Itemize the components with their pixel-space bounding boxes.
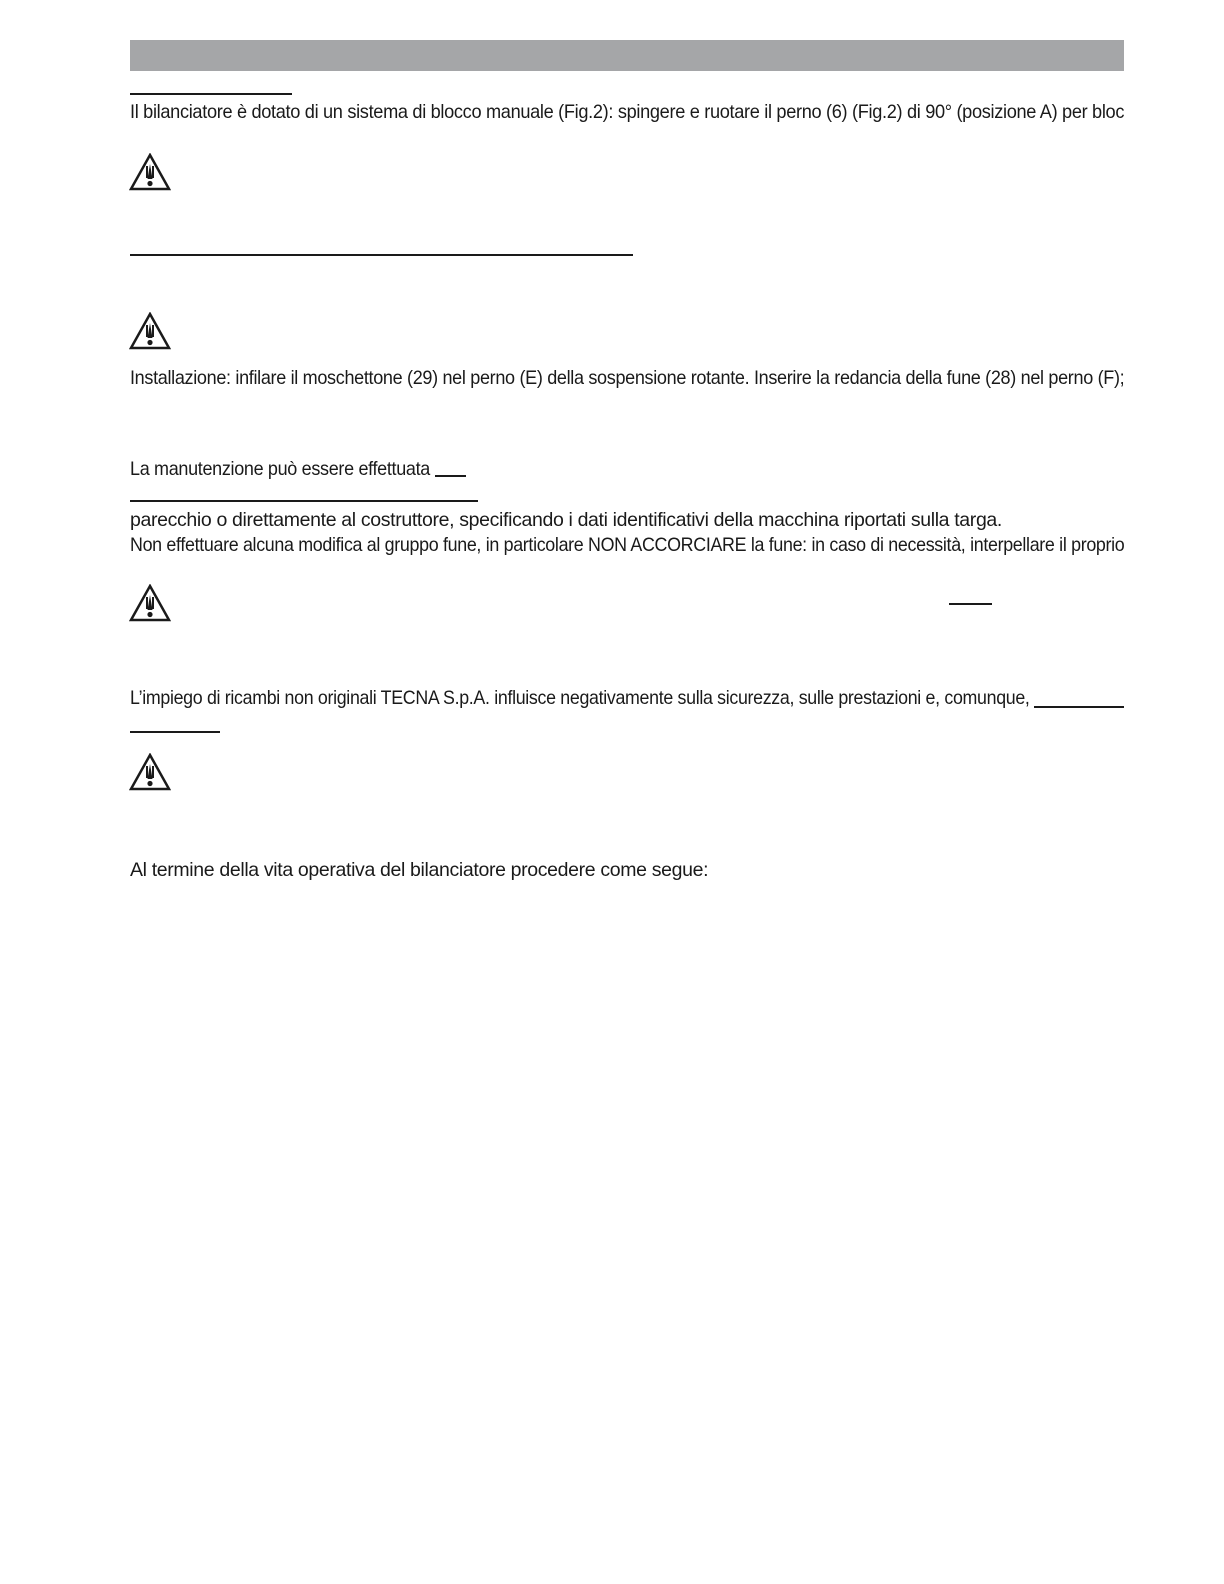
paragraph-end-of-life: Al termine della vita operativa del bilanciatore procedere come segue: xyxy=(130,859,709,881)
paragraph-contact-manufacturer: parecchio o direttamente al costruttore, specificando i dati identificativi della macchina riportati sulla targa. xyxy=(130,509,1002,531)
heading-underline xyxy=(130,93,292,95)
warning-icon xyxy=(129,753,171,791)
paragraph-maintenance: La manutenzione può essere effettuata xyxy=(130,458,430,480)
heading-underline xyxy=(949,603,992,605)
paragraph-manual-lock: Il bilanciatore è dotato di un sistema di blocco manuale (Fig.2): spingere e ruotare il perno (6) (Fig.2) di 90° (posizione A) per bloc xyxy=(130,101,1125,123)
heading-underline xyxy=(1034,706,1124,708)
paragraph-spare-parts: L’impiego di ricambi non originali TECNA S.p.A. influisce negativamente sulla sicurezza, sulle prestazioni e, comunque, xyxy=(130,687,1030,709)
heading-underline xyxy=(130,500,478,502)
heading-underline xyxy=(130,731,220,733)
paragraph-installation: Installazione: infilare il moschettone (29) nel perno (E) della sospensione rotante. Inserire la redancia della fune (28) nel perno (F); xyxy=(130,367,1125,389)
heading-underline xyxy=(130,254,633,256)
section-header-bar xyxy=(130,40,1124,71)
warning-icon xyxy=(129,584,171,622)
warning-icon xyxy=(129,153,171,191)
heading-underline xyxy=(435,475,466,477)
paragraph-rope-group: Non effettuare alcuna modifica al gruppo fune, in particolare NON ACCORCIARE la fune: in caso di necessità, interpellare il proprio xyxy=(130,534,1125,556)
warning-icon xyxy=(129,312,171,350)
